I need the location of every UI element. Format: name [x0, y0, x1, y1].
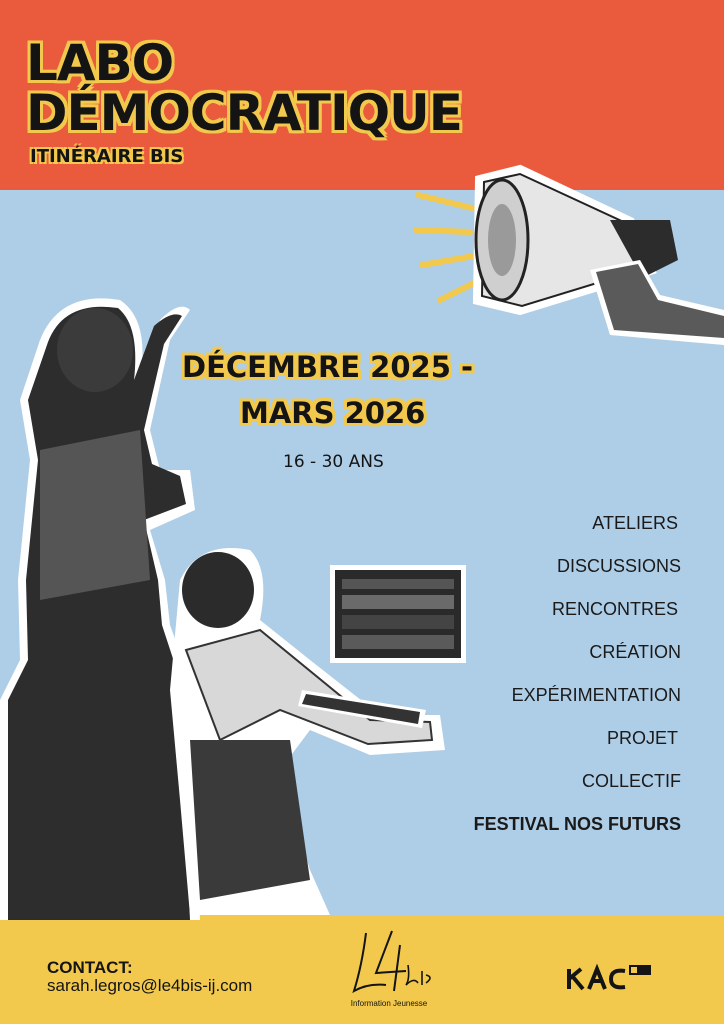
title-line-2: DÉMOCRATIQUE: [26, 84, 462, 142]
le4bis-logo: [344, 925, 434, 1017]
le4bis-logo-mark: [344, 925, 434, 997]
contact-label: CONTACT:: [47, 958, 133, 977]
title-line-1: LABO: [26, 34, 174, 92]
keyword-rencontres: RENCONTRES: [551, 599, 678, 619]
keyboard-illustration: [296, 684, 432, 734]
age-range: 16 - 30 ANS: [283, 452, 384, 472]
computer-monitor-illustration: [330, 565, 466, 663]
keyword-projet: PROJET: [606, 728, 678, 748]
keyword-experimentation: EXPÉRIMENTATION: [511, 685, 681, 705]
keyword-discussions: DISCUSSIONS: [556, 556, 681, 576]
dates-line-1: DÉCEMBRE 2025 -: [182, 350, 474, 384]
partner-logo: [565, 961, 655, 993]
subtitle: ITINÉRAIRE BIS: [30, 146, 184, 167]
keyword-collectif: COLLECTIF: [581, 771, 681, 791]
contact-email-link[interactable]: sarah.legros@le4bis-ij.com: [47, 976, 253, 995]
keyword-festival-nos-futurs: FESTIVAL NOS FUTURS: [473, 814, 681, 834]
dates-line-2: MARS 2026: [240, 396, 426, 430]
keyword-creation: CRÉATION: [589, 642, 681, 662]
le4bis-logo-caption: Information Jeunesse: [350, 999, 428, 1008]
megaphone-illustration: [410, 160, 724, 370]
keyword-ateliers: ATELIERS: [592, 513, 678, 533]
